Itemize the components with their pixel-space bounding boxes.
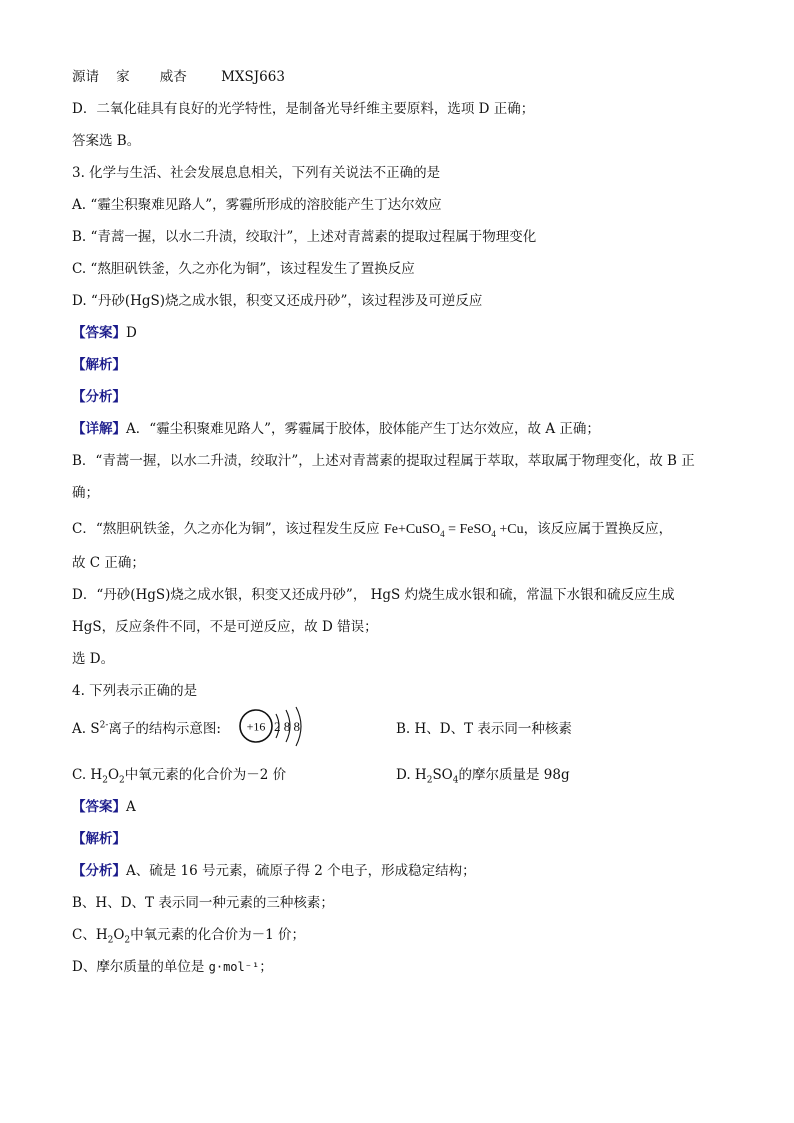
q4-answer-tag: 【答案】 <box>72 799 126 815</box>
q4-option-a-post: 离子的结构示意图: <box>108 721 221 737</box>
q3-detail-c1 <box>72 520 672 539</box>
q4-option-c-post: 中氧元素的化合价为－2 价 <box>124 767 287 783</box>
formula-post: +Cu <box>495 522 524 537</box>
q3-detail-d2: HgS，反应条件不同，不是可逆反应，故 D 错误； <box>72 619 378 635</box>
q3-answer: D <box>126 325 137 341</box>
q3-detail-c2: 故 C 正确； <box>72 555 145 571</box>
q4-option-d <box>396 766 570 784</box>
formula-sub-2: 4 <box>491 528 496 539</box>
q4-option-d-mid: SO <box>432 767 453 783</box>
prev-answer: 答案选 B。 <box>72 133 141 149</box>
q3-detail-c1-post: ，该反应属于置换反应， <box>523 521 673 537</box>
q4-fenxi-d-unit: g·mol⁻¹ <box>208 960 260 974</box>
q4-analysis-tag <box>72 830 126 848</box>
q4-option-c-sub2: 2 <box>119 775 125 786</box>
q4-analysis-label: 【解析】 <box>72 831 126 847</box>
q4-answer-line <box>72 798 136 816</box>
source-part-4: MXSJ663 <box>221 69 285 85</box>
q4-option-d-sub1: 2 <box>426 775 433 786</box>
q4-option-a <box>72 720 221 738</box>
q4-fenxi-d-pre: D、摩尔质量的单位是 <box>72 959 209 975</box>
q3-answer-line <box>72 324 137 342</box>
source-part-3: 威杏 <box>159 69 187 85</box>
q4-option-c-pre: C. H <box>72 767 103 783</box>
q4-fenxi-c-sub2: 2 <box>124 935 131 946</box>
formula-sub-1: 4 <box>440 528 445 539</box>
nucleus-charge: +16 <box>246 719 266 734</box>
q4-fenxi-c-mid: O <box>113 927 125 943</box>
q3-fenxi-tag <box>72 388 126 406</box>
reaction-formula <box>384 522 524 537</box>
q4-option-d-pre: D. H <box>396 767 427 783</box>
q3-detail-a: A．“霾尘积聚难见路人”，雾霾属于胶体，胶体能产生丁达尔效应，故 A 正确； <box>126 421 600 437</box>
q4-fenxi-b: B、H、D、T 表示同一种元素的三种核素； <box>72 895 334 911</box>
q4-option-c <box>72 766 286 784</box>
q3-conclusion: 选 D。 <box>72 651 115 667</box>
q4-option-c-sub1: 2 <box>102 775 108 786</box>
q3-option-a: A. “霾尘积聚难见路人”，雾霾所形成的溶胶能产生丁达尔效应 <box>72 197 442 213</box>
q4-option-a-sup: 2- <box>99 720 109 731</box>
q4-fenxi-c-sub1: 2 <box>107 935 114 946</box>
q3-analysis-label: 【解析】 <box>72 357 126 373</box>
q4-option-d-sub2: 4 <box>452 775 459 786</box>
q4-option-b: B. H、D、T 表示同一种核素 <box>396 721 572 737</box>
source-line <box>72 68 285 86</box>
q3-answer-tag: 【答案】 <box>72 325 126 341</box>
q4-fenxi-label: 【分析】 <box>72 863 126 879</box>
q3-fenxi-label: 【分析】 <box>72 389 126 405</box>
q3-detail-c1-pre: C．“熬胆矾铁釜，久之亦化为铜”，该过程发生反应 <box>72 521 384 537</box>
q4-stem: 4. 下列表示正确的是 <box>72 683 198 699</box>
sulfide-ion-structure-diagram <box>236 706 316 750</box>
q3-detail-tag: 【详解】 <box>72 421 126 437</box>
q3-detail-b1: B．“青蒿一握，以水二升渍，绞取汁”，上述对青蒿素的提取过程属于萃取，萃取属于物理变化，故 B 正 <box>72 453 695 469</box>
formula-pre: Fe+CuSO <box>383 522 441 537</box>
q4-fenxi-d-post: ； <box>259 959 273 975</box>
q3-stem: 3. 化学与生活、社会发展息息相关，下列有关说法不正确的是 <box>72 165 441 181</box>
source-part-2: 家 <box>116 69 130 85</box>
electron-shells: 2 8 8 <box>274 719 300 734</box>
q4-fenxi-c-pre: C、H <box>72 927 108 943</box>
source-part-1: 源请 <box>72 69 99 85</box>
q4-fenxi-d <box>72 958 273 976</box>
q4-answer: A <box>126 799 136 815</box>
q4-option-c-mid: O <box>107 767 120 783</box>
q4-option-d-post: 的摩尔质量是 98g <box>458 767 570 783</box>
q3-detail-d1: D．“丹砂(HgS)烧之成水银，积变又还成丹砂”， HgS 灼烧生成水银和硫，常温下水银和硫反应生成 <box>72 587 675 603</box>
q4-option-a-pre: A. S <box>72 721 100 737</box>
q3-option-b: B. “青蒿一握，以水二升渍，绞取汁”，上述对青蒿素的提取过程属于物理变化 <box>72 229 537 245</box>
q3-option-c: C. “熬胆矾铁釜，久之亦化为铜”，该过程发生了置换反应 <box>72 261 415 277</box>
formula-eq: = FeSO <box>444 522 492 537</box>
q3-option-d: D. “丹砂(HgS)烧之成水银，积变又还成丹砂”，该过程涉及可逆反应 <box>72 293 483 309</box>
q3-detail-b2: 确； <box>72 485 99 501</box>
q4-fenxi-c <box>72 926 305 944</box>
q3-analysis-tag <box>72 356 126 374</box>
q4-fenxi-a-line <box>72 862 476 880</box>
q4-fenxi-c-post: 中氧元素的化合价为－1 价； <box>130 927 306 943</box>
q3-detail-a-line <box>72 420 600 438</box>
q4-fenxi-a: A、硫是 16 号元素，硫原子得 2 个电子，形成稳定结构； <box>126 863 476 879</box>
prev-option-d: D．二氧化硅具有良好的光学特性，是制备光导纤维主要原料，选项 D 正确； <box>72 101 535 117</box>
